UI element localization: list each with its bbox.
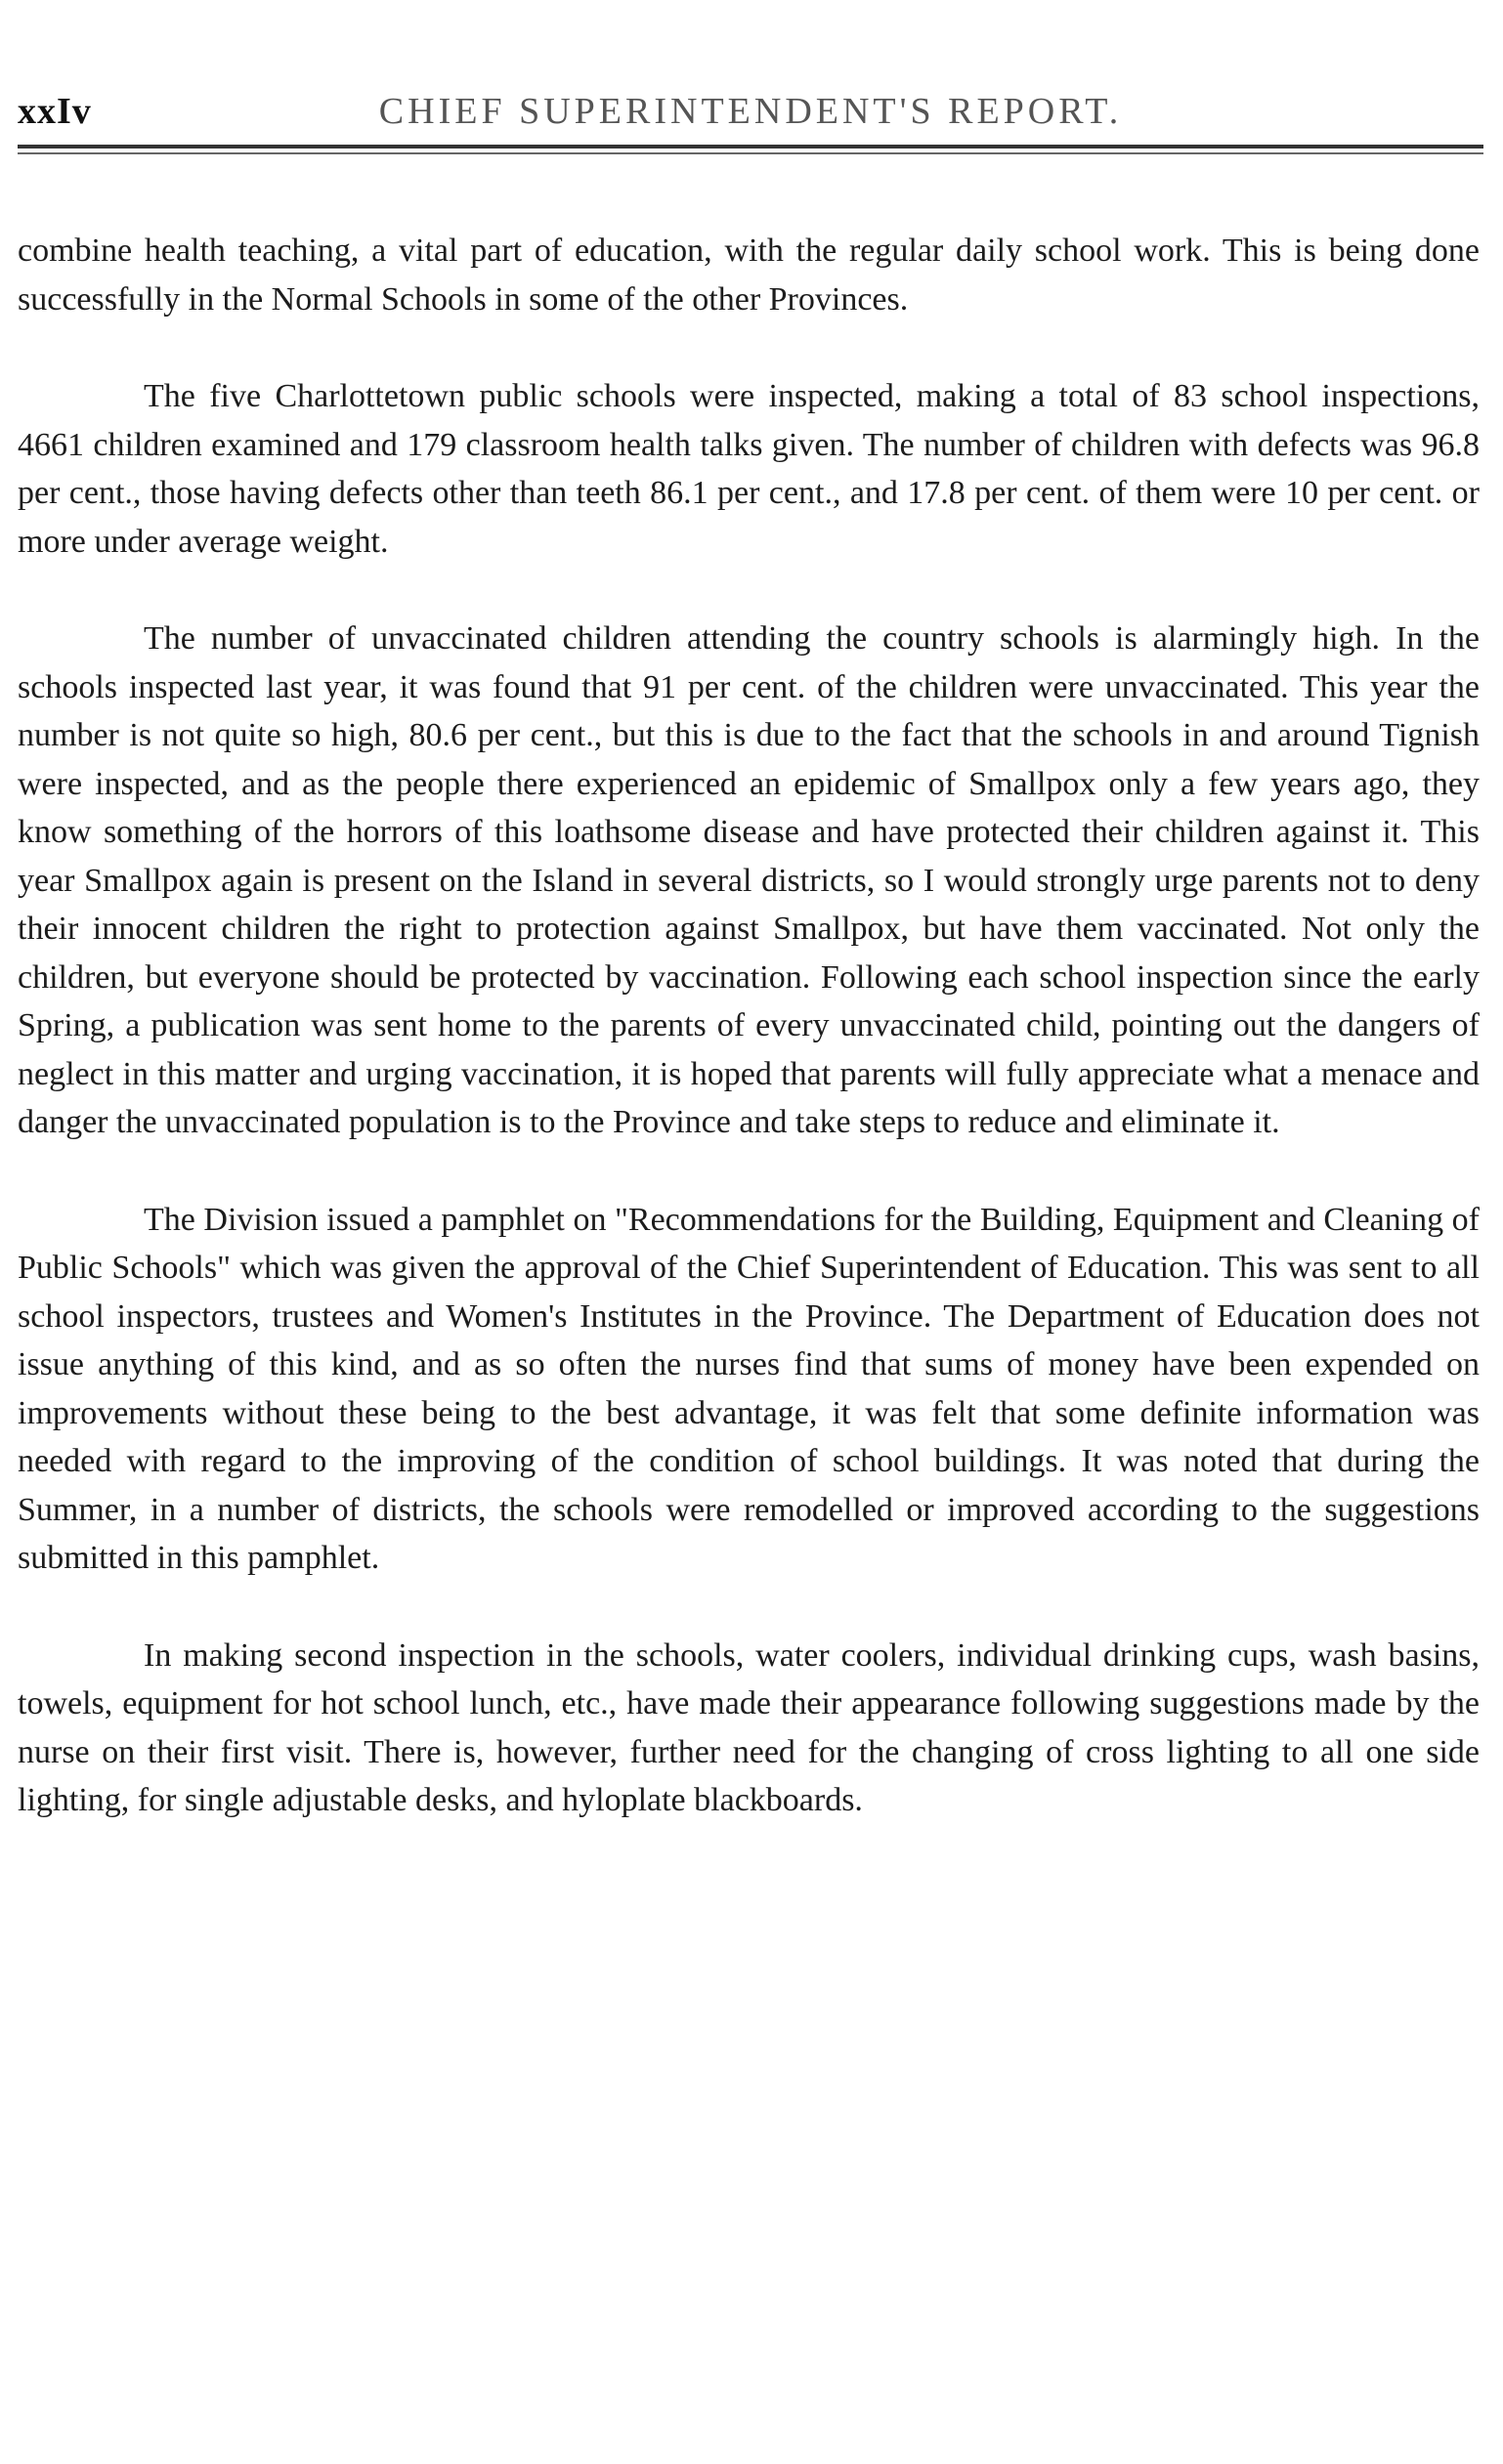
paragraph-pamphlet: The Division issued a pamphlet on "Recommendations for the Building, Equipment and Cleaning of Public Schools" which was given the approval of the Chief Superintendent of Education. This was sent to all school inspectors, trustees and Women's Institutes in the Province. The Department of Education does not issue anything of this kind, and as so often the nurses find that sums of money have been expended on improvements without these being to the best advantage, it was felt that some definite information was needed with regard to the improving of the condition of school buildings. It was noted that during the Summer, in a number of districts, the schools were remodelled or improved according to the suggestions submitted in this pamphlet. bbox=[18, 1201, 1480, 1576]
running-title: CHIEF SUPERINTENDENT'S REPORT. bbox=[378, 91, 1123, 132]
body-text bbox=[18, 227, 1480, 1874]
paragraph-charlottetown-inspections: The five Charlottetown public schools were inspected, making a total of 83 school inspections, 4661 children examined and 179 classroom health talks given. The number of children with defects was 96.8 per cent., those having defects other than teeth 86.1 per cent., and 17.8 per cent. of them were 10 per cent. or more under average weight. bbox=[18, 378, 1480, 560]
header-rule-thin bbox=[18, 152, 1483, 154]
page-number: xxIv bbox=[18, 91, 92, 132]
paragraph-second-inspection: In making second inspection in the schools, water coolers, individual drinking cups, wash basins, towels, equipment for hot school lunch, etc., have made their appearance following suggestions made by the nurse on their first visit. There is, however, further need for the changing of cross lighting to all one side lighting, for single adjustable desks, and hyloplate blackboards. bbox=[18, 1636, 1480, 1818]
paragraph-vaccination: The number of unvaccinated children attending the country schools is alarmingly high. In the schools inspected last year, it was found that 91 per cent. of the children were unvaccinated. This year the number is not quite so high, 80.6 per cent., but this is due to the fact that the schools in and around Tignish were inspected, and as the people there experienced an epidemic of Smallpox only a few years ago, they know something of the horrors of this loathsome disease and have protected their children against it. This year Smallpox again is present on the Island in several districts, so I would strongly urge parents not to deny their innocent children the right to protection against Smallpox, but have them vaccinated. Not only the children, but everyone should be protected by vaccination. Following each school inspection since the early Spring, a publication was sent home to the parents of every unvaccinated child, pointing out the dangers of neglect in this matter and urging vaccination, it is hoped that parents will fully appreciate what a menace and danger the unvaccinated population is to the Province and take steps to reduce and eliminate it. bbox=[18, 620, 1480, 1140]
page-header bbox=[18, 90, 1483, 149]
header-rule-thick bbox=[18, 145, 1483, 149]
paragraph-continuation: combine health teaching, a vital part of education, with the regular daily school work. This is being done successfully in the Normal Schools in some of the other Provinces. bbox=[18, 233, 1480, 318]
